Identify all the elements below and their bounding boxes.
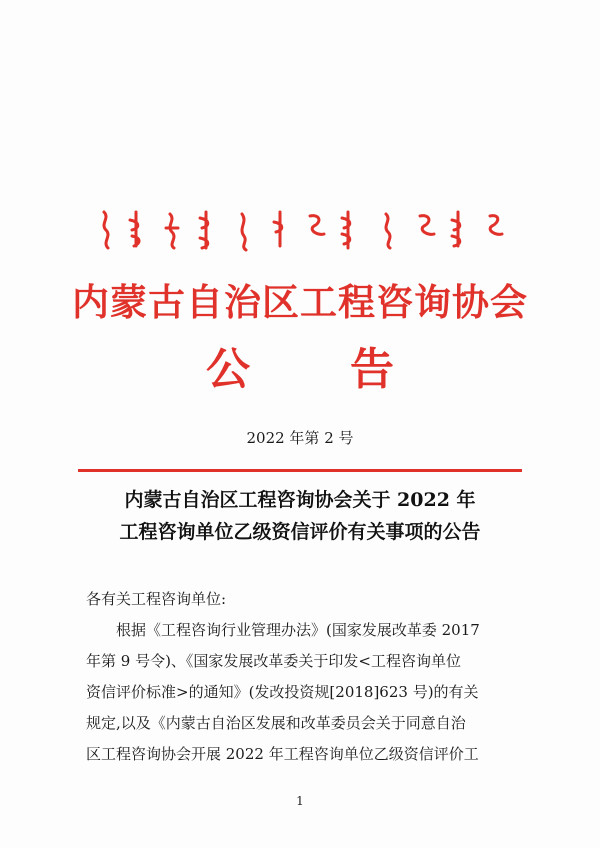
page-number: 1 xyxy=(296,794,304,808)
body-line: 规定,以及《内蒙古自治区发展和改革委员会关于同意自治 xyxy=(86,714,466,732)
body-text xyxy=(86,584,522,770)
salutation: 各有关工程咨询单位: xyxy=(86,590,227,608)
title-line-2: 工程咨询单位乙级资信评价有关事项的公告 xyxy=(119,521,481,543)
body-line: 根据《工程咨询行业管理办法》(国家发展改革委 2017 xyxy=(116,621,480,639)
organization-name: 内蒙古自治区工程咨询协会 xyxy=(72,280,528,324)
body-line: 资信评价标准>的通知》(发改投资规[2018]623 号)的有关 xyxy=(86,683,479,701)
notice-heading: 公告 xyxy=(206,344,494,395)
announcement-title xyxy=(0,484,600,548)
document-number: 2022 年第 2 号 xyxy=(246,429,354,447)
red-divider-rule xyxy=(78,469,522,472)
mongolian-script-graphic xyxy=(96,208,506,252)
mongolian-script-title xyxy=(96,208,506,252)
title-line-1: 内蒙古自治区工程咨询协会关于 2022 年 xyxy=(124,489,476,511)
body-line: 年第 9 号令)、《国家发展改革委关于印发<工程咨询单位 xyxy=(86,652,462,670)
body-line: 区工程咨询协会开展 2022 年工程咨询单位乙级资信评价工 xyxy=(86,745,479,763)
